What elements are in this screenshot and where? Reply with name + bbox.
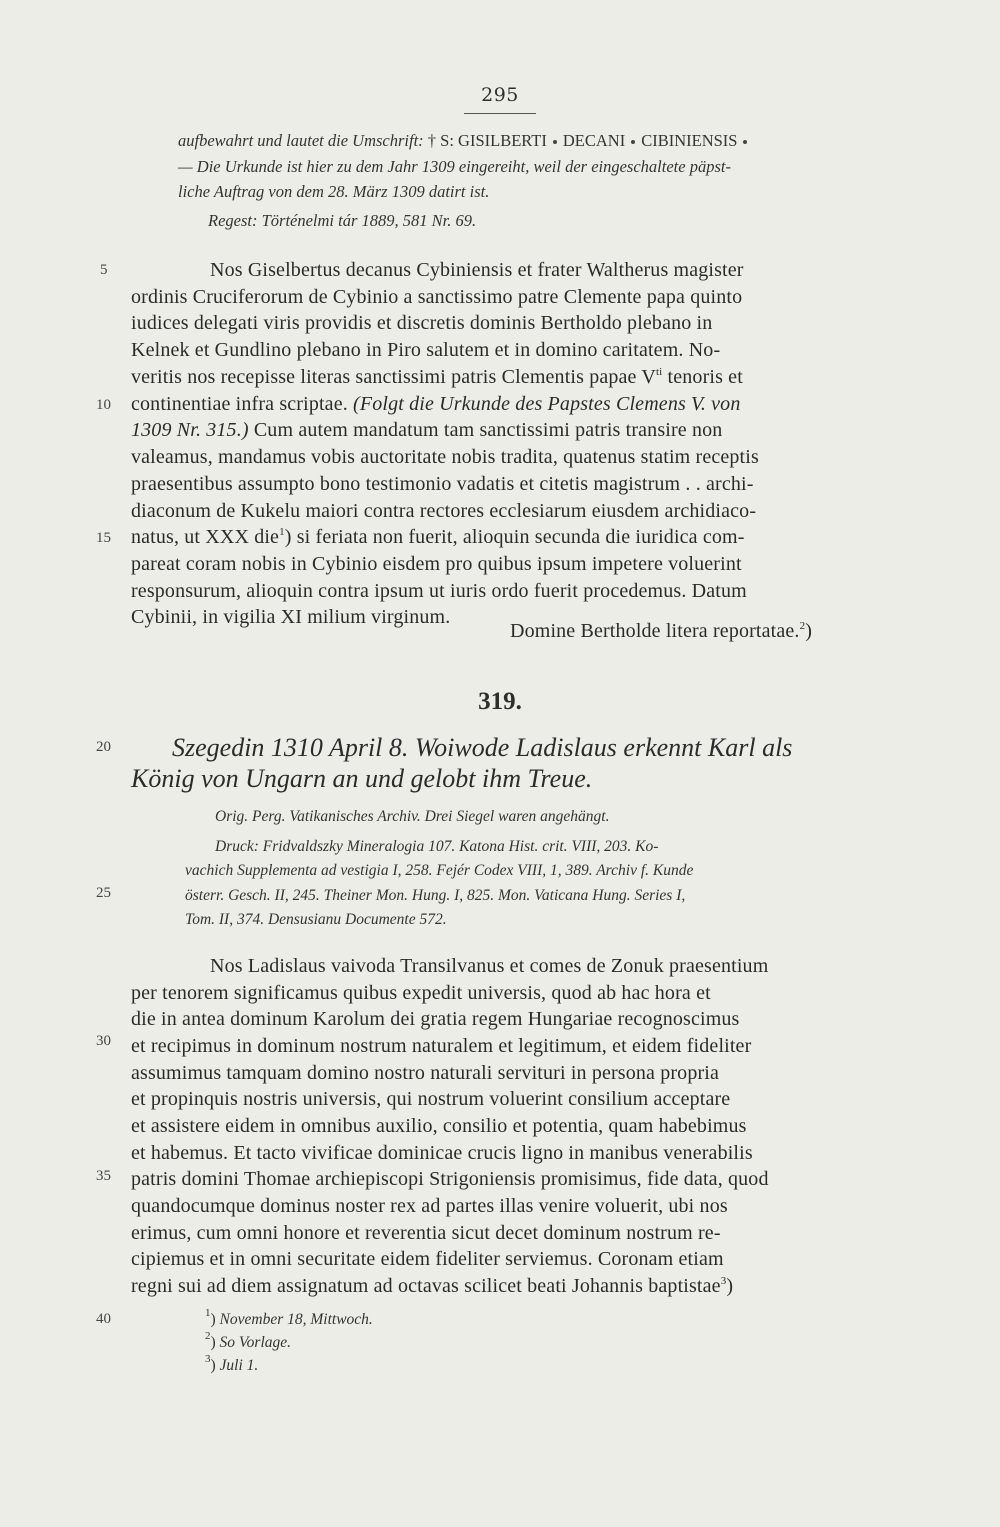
footnote: $^3$) Juli 1. — [205, 1353, 259, 1374]
footnote: $^2$) So Vorlage. — [205, 1330, 292, 1351]
footnote-mark: 3 — [720, 1275, 727, 1287]
text-line: responsurum, alioquin contra ipsum ut iuris ordo fuerit procedemus. Datum — [131, 580, 747, 602]
text-line: die in antea dominum Karolum dei gratia regem Hungariae recognoscimus — [131, 1008, 740, 1030]
text-line: iudices delegati viris providis et discretis dominis Bertholdo plebano in — [131, 312, 713, 334]
document-title-line-2: König von Ungarn an und gelobt ihm Treue. — [131, 764, 593, 793]
footnote-number: 1 — [205, 1307, 211, 1319]
text-line: pareat coram nobis in Cybinio eisdem pro quibus ipsum impetere voluerint — [131, 553, 742, 575]
document-number: 319. — [478, 688, 522, 715]
line-number: 35 — [96, 1168, 111, 1184]
intro-line-2: — Die Urkunde ist hier zu dem Jahr 1309 eingereiht, weil der eingeschaltete päpst- — [178, 157, 731, 176]
text-line: et assistere eidem in omnibus auxilio, consilio et potentia, quam habebimus — [131, 1115, 747, 1137]
text-segment: veritis nos recepisse literas sanctissimi patris Clementis papae V — [131, 366, 656, 388]
text-line: valeamus, mandamus vobis auctoritate nobis tradita, quatenus statim receptis — [131, 446, 759, 468]
text-line: diaconum de Kukelu maiori contra rectores ecclesiarum eiusdem archidiaco- — [131, 500, 757, 522]
text-line — [131, 419, 722, 442]
text-line: quandocumque dominus noster rex ad partes illas venire voluerit, ubi nos — [131, 1195, 728, 1217]
legend-separator — [743, 140, 747, 144]
footnote-text: So Vorlage. — [219, 1334, 292, 1351]
footnote-number: 3 — [205, 1353, 211, 1365]
text-line: ordinis Cruciferorum de Cybinio a sanctissimo patre Clemente papa quinto — [131, 286, 743, 308]
legend-separator — [553, 140, 557, 144]
line-number: 20 — [96, 739, 111, 755]
source-orig: Orig. Perg. Vatikanisches Archiv. Drei Siegel waren angehängt. — [215, 808, 610, 825]
text-line: Domine Bertholde litera reportatae.$^2$) — [510, 620, 813, 642]
text-line: natus, ut XXX die$^1$) si feriata non fuerit, alioquin secunda die iuridica com- — [131, 526, 745, 548]
line-number: 30 — [96, 1033, 111, 1049]
text-line: cipiemus et in omni securitate eidem fideliter serviemus. Coronam etiam — [131, 1248, 724, 1270]
footnote-number: 2 — [205, 1330, 211, 1342]
text-line: assumimus tamquam domino nostro naturali servituri in persona propria — [131, 1062, 720, 1084]
footnote-text: Juli 1. — [219, 1357, 259, 1374]
intro-line-1-text: aufbewahrt und lautet die Umschrift: — [178, 131, 424, 150]
editorial-note: (Folgt die Urkunde des Papstes Clemens V. von — [353, 393, 741, 415]
text-segment: Cum autem mandatum tam sanctissimi patris transire non — [248, 419, 723, 441]
text-line: Kelnek et Gundlino plebano in Piro salutem et in domino caritatem. No- — [131, 339, 721, 361]
text-line: Nos Ladislaus vaivoda Transilvanus et comes de Zonuk praesentium — [210, 955, 769, 977]
intro-line-1-legend-a: † S: GISILBERTI — [427, 131, 547, 150]
text-segment: natus, ut XXX die — [131, 526, 280, 548]
legend-separator — [631, 140, 635, 144]
footnote-text: November 18, Mittwoch. — [219, 1311, 373, 1328]
line-number: 5 — [100, 262, 108, 278]
text-segment: tenoris et — [662, 366, 743, 388]
text-line — [131, 366, 743, 389]
text-segment: regni sui ad diem assignatum ad octavas scilicet beati Johannis baptistae — [131, 1275, 721, 1297]
line-number: 15 — [96, 530, 111, 546]
line-number: 40 — [96, 1311, 111, 1327]
page-number: 295 — [481, 84, 519, 106]
line-number: 10 — [96, 397, 111, 413]
text-line: Nos Giselbertus decanus Cybiniensis et frater Waltherus magister — [210, 259, 744, 281]
text-line: et recipimus in dominum nostrum naturalem et legitimum, et eidem fideliter — [131, 1035, 752, 1057]
text-line: et propinquis nostris universis, qui nostrum voluerint consilium acceptare — [131, 1088, 731, 1110]
editorial-note: 1309 Nr. 315.) — [131, 419, 249, 441]
intro-line-1-legend-c: CIBINIENSIS — [641, 131, 738, 150]
intro-line-1 — [178, 131, 878, 151]
text-line: Cybinii, in vigilia XI milium virginum. — [131, 606, 451, 628]
source-druck-line: Druck: Fridvaldszky Mineralogia 107. Katona Hist. crit. VIII, 203. Ko- — [215, 838, 659, 855]
text-line — [131, 393, 740, 416]
footnote-mark: 1 — [279, 526, 285, 538]
footnote: $^1$) November 18, Mittwoch. — [205, 1307, 373, 1328]
document-title-line-1: Szegedin 1310 April 8. Woiwode Ladislaus erkennt Karl als — [172, 733, 793, 762]
text-line: et habemus. Et tacto vivificae dominicae crucis ligno in manibus venerabilis — [131, 1142, 753, 1164]
text-line: erimus, cum omni honore et reverentia sicut decet dominum nostrum re- — [131, 1222, 721, 1244]
line-number: 25 — [96, 885, 111, 901]
regest-line: Regest: Történelmi tár 1889, 581 Nr. 69. — [208, 211, 477, 230]
text-line: regni sui ad diem assignatum ad octavas scilicet beati Johannis baptistae$^3$) — [131, 1275, 734, 1297]
footnote-mark: 2 — [799, 620, 806, 632]
source-druck-line: österr. Gesch. II, 245. Theiner Mon. Hung. I, 825. Mon. Vaticana Hung. Series I, — [185, 887, 686, 904]
superscript: ti — [655, 366, 663, 378]
intro-line-1-legend-b: DECANI — [562, 131, 626, 150]
source-druck-line: Tom. II, 374. Densusianu Documente 572. — [185, 911, 447, 928]
text-segment: si feriata non fuerit, alioquin secunda die iuridica com- — [296, 526, 745, 548]
text-line: patris domini Thomae archiepiscopi Strigoniensis promisimus, fide data, quod — [131, 1168, 769, 1190]
text-line: praesentibus assumpto bono testimonio vadatis et citetis magistrum . . archi- — [131, 473, 754, 495]
text-line: per tenorem significamus quibus expedit universis, quod ab hac hora et — [131, 982, 711, 1004]
page-number-rule — [464, 113, 536, 114]
text-segment: Domine Bertholde litera reportatae. — [510, 620, 800, 642]
source-druck-line: vachich Supplementa ad vestigia I, 258. Fejér Codex VIII, 1, 389. Archiv f. Kunde — [185, 862, 694, 879]
text-segment: continentiae infra scriptae. — [131, 393, 348, 415]
intro-line-3: liche Auftrag von dem 28. März 1309 datirt ist. — [178, 182, 490, 201]
